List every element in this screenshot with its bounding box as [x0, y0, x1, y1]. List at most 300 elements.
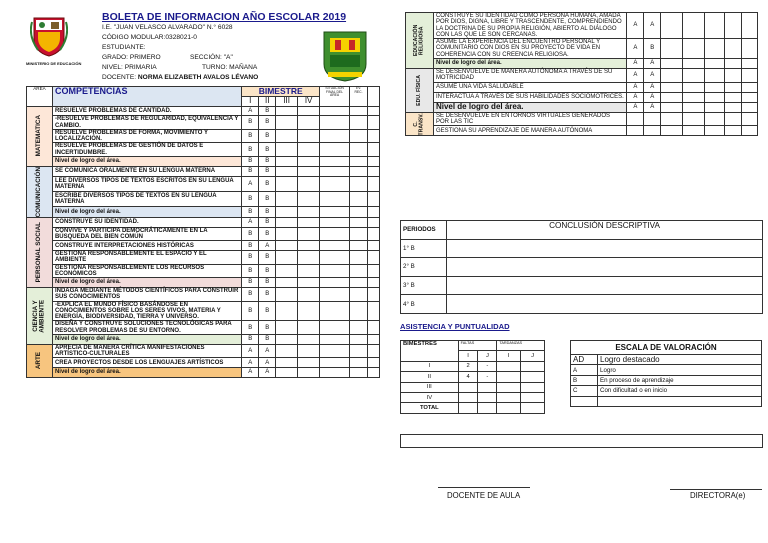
rec-cell[interactable] — [725, 69, 742, 83]
situacion-cell[interactable] — [320, 207, 350, 218]
situacion-cell[interactable] — [320, 166, 350, 177]
competencia-row — [406, 112, 758, 126]
grade-cell[interactable] — [276, 335, 298, 345]
rec-cell[interactable] — [350, 251, 368, 265]
asistencia-bimestre-label: TOTAL — [401, 403, 459, 413]
grade-cell[interactable]: A — [627, 102, 644, 112]
seccion: SECCIÓN: "A" — [190, 54, 233, 61]
situacion-cell[interactable] — [320, 227, 350, 241]
rec-cell[interactable] — [350, 358, 368, 368]
situacion-cell[interactable] — [705, 112, 725, 126]
asistencia-row — [401, 372, 545, 382]
extra-cell — [741, 39, 757, 59]
grade-cell[interactable]: B — [242, 251, 259, 265]
grade-cell[interactable] — [276, 218, 298, 228]
grade-cell[interactable]: A — [242, 368, 259, 378]
escala-row — [571, 355, 762, 365]
grade-cell[interactable] — [298, 157, 320, 167]
extra-cell — [368, 358, 380, 368]
escala-code: A — [571, 365, 598, 375]
asistencia-value-cell[interactable] — [478, 392, 497, 402]
area-name-cell — [406, 112, 434, 136]
competencia-row — [27, 321, 380, 335]
asistencia-value-cell[interactable] — [497, 361, 521, 371]
situacion-cell[interactable] — [320, 106, 350, 116]
grade-cell[interactable] — [644, 126, 661, 136]
rec-cell[interactable] — [725, 112, 742, 126]
nivel: NIVEL: PRIMARIA — [102, 64, 157, 71]
grade-cell[interactable]: A — [627, 92, 644, 102]
rec-cell[interactable] — [350, 278, 368, 288]
situacion-cell[interactable] — [320, 218, 350, 228]
grade-cell[interactable]: B — [259, 116, 276, 130]
conclusion-cell[interactable] — [447, 276, 763, 295]
faltas-j: J — [478, 351, 497, 361]
area-name: C. TRANSV. — [413, 112, 425, 136]
grade-cell[interactable] — [298, 143, 320, 157]
asistencia-value-cell[interactable] — [497, 403, 521, 413]
competencia-row — [406, 39, 758, 59]
grade-cell[interactable] — [298, 218, 320, 228]
grade-cell[interactable]: A — [242, 106, 259, 116]
rec-cell[interactable] — [350, 227, 368, 241]
extra-cell — [368, 264, 380, 278]
situacion-cell[interactable] — [320, 251, 350, 265]
rec-cell[interactable] — [350, 264, 368, 278]
rec-cell[interactable] — [725, 13, 742, 39]
asistencia-value-cell[interactable] — [521, 361, 545, 371]
grade-cell[interactable]: A — [644, 92, 661, 102]
grade-cell[interactable] — [276, 106, 298, 116]
competencia-text: -EXPLICA EL MUNDO FÍSICO BASÁNDOSE EN CONOCIMIENTOS SOBRE LOS SERES VIVOS, MATERIA Y ENERGÍA, BIODIVERSIDAD, TIERRA Y UNIVERSO. — [52, 301, 241, 321]
rec-cell[interactable] — [350, 106, 368, 116]
grade-cell[interactable]: B — [242, 287, 259, 301]
situacion-cell[interactable] — [320, 116, 350, 130]
grade-cell[interactable]: B — [242, 116, 259, 130]
grade-cell[interactable] — [683, 39, 705, 59]
asistencia-bimestre-label: IV — [401, 392, 459, 402]
docente-line — [102, 74, 258, 81]
grade-cell[interactable]: A — [259, 358, 276, 368]
grade-cell[interactable] — [298, 321, 320, 335]
area-name-cell — [27, 344, 53, 377]
faltas-header: FALTAS — [458, 341, 497, 351]
grade-cell[interactable] — [661, 92, 683, 102]
grade-cell[interactable] — [276, 143, 298, 157]
extra-cell — [368, 321, 380, 335]
asistencia-extra-row — [400, 434, 763, 448]
grade-cell[interactable]: A — [627, 69, 644, 83]
grade-cell[interactable]: A — [627, 82, 644, 92]
escala-row — [571, 396, 762, 406]
rec-cell[interactable] — [350, 335, 368, 345]
competencia-text: INDAGA MEDIANTE MÉTODOS CIENTÍFICOS PARA CONSTRUIR SUS CONOCIMIENTOS — [52, 287, 241, 301]
grade-cell[interactable]: A — [644, 69, 661, 83]
asistencia-value-cell[interactable] — [497, 392, 521, 402]
rec-cell[interactable] — [350, 344, 368, 358]
competencia-text: SE DESENVUELVE DE MANERA AUTÓNOMA A TRAVÉS DE SU MOTRICIDAD — [433, 69, 626, 83]
situacion-cell[interactable] — [705, 126, 725, 136]
competencias-header: COMPETENCIAS — [52, 87, 241, 107]
grade-cell[interactable] — [298, 177, 320, 192]
estudiante-label: ESTUDIANTE: — [102, 44, 146, 51]
grade-cell[interactable]: B — [242, 166, 259, 177]
area-name-cell — [406, 13, 434, 69]
extra-cell — [368, 129, 380, 143]
grade-cell[interactable] — [276, 368, 298, 378]
grade-cell[interactable]: B — [242, 143, 259, 157]
grade-cell[interactable] — [298, 106, 320, 116]
grade-cell[interactable] — [683, 69, 705, 83]
situacion-cell[interactable] — [320, 192, 350, 207]
grade-cell[interactable]: A — [627, 39, 644, 59]
grade-cell[interactable]: B — [259, 157, 276, 167]
situacion-cell[interactable] — [320, 344, 350, 358]
situacion-cell[interactable] — [320, 241, 350, 251]
grade-cell[interactable]: A — [259, 241, 276, 251]
conclusion-cell[interactable] — [447, 258, 763, 277]
level-label: Nivel de logro del área. — [52, 207, 241, 218]
grade-cell[interactable]: B — [242, 157, 259, 167]
grade-cell[interactable] — [661, 39, 683, 59]
level-label: Nivel de logro del área. — [52, 278, 241, 288]
situacion-cell[interactable] — [320, 335, 350, 345]
rec-cell[interactable] — [725, 92, 742, 102]
grade-cell[interactable]: B — [242, 227, 259, 241]
grade-cell[interactable] — [298, 264, 320, 278]
grade-cell[interactable]: B — [242, 264, 259, 278]
area-name: CIENCIA Y AMBIENTE — [31, 299, 46, 333]
asistencia-value-cell[interactable]: - — [478, 372, 497, 382]
grade-cell[interactable]: B — [259, 166, 276, 177]
grade-cell[interactable] — [661, 59, 683, 69]
situacion-cell[interactable] — [320, 143, 350, 157]
grade-cell[interactable] — [276, 251, 298, 265]
situacion-cell[interactable] — [705, 39, 725, 59]
grade-cell[interactable]: B — [259, 227, 276, 241]
tardanzas-header: TARDANZAS — [497, 341, 545, 351]
area-level-row — [406, 59, 758, 69]
competencia-text: RESUELVE PROBLEMAS DE FORMA, MOVIMIENTO Y LOCALIZACIÓN. — [52, 129, 241, 143]
grade-cell[interactable]: A — [644, 13, 661, 39]
competencia-row — [27, 251, 380, 265]
grade-cell[interactable]: A — [242, 344, 259, 358]
escala-desc: Logro — [598, 365, 762, 375]
competencia-row — [27, 227, 380, 241]
competencia-row — [27, 192, 380, 207]
asistencia-value-cell[interactable] — [497, 372, 521, 382]
situacion-cell[interactable] — [320, 157, 350, 167]
escala-desc: Con dificultad o en inicio — [598, 386, 762, 396]
report-title: BOLETA DE INFORMACION AÑO ESCOLAR 2019 — [102, 11, 347, 23]
situacion-cell[interactable] — [705, 69, 725, 83]
grade-cell[interactable] — [683, 102, 705, 112]
grade-cell[interactable] — [276, 344, 298, 358]
asistencia-value-cell[interactable] — [478, 382, 497, 392]
grade-cell[interactable] — [298, 129, 320, 143]
grade-cell[interactable] — [661, 112, 683, 126]
rec-cell[interactable] — [350, 368, 368, 378]
grade-cell[interactable] — [661, 126, 683, 136]
extra-cell — [368, 301, 380, 321]
competencia-row — [27, 344, 380, 358]
grade-cell[interactable]: B — [259, 335, 276, 345]
grade-cell[interactable] — [298, 241, 320, 251]
grade-cell[interactable] — [627, 112, 644, 126]
competencia-text: CONSTRUYE SU IDENTIDAD. — [52, 218, 241, 228]
grade-cell[interactable] — [298, 251, 320, 265]
docente-name: NORMA ELIZABETH AVALOS LÉVANO — [137, 74, 259, 81]
competencia-text: ASUME UNA VIDA SALUDABLE — [433, 82, 626, 92]
rec-cell[interactable] — [725, 39, 742, 59]
rec-cell[interactable] — [350, 166, 368, 177]
competencia-text: CONSTRUYE SU IDENTIDAD COMO PERSONA HUMANA, AMADA POR DIOS, DIGNA, LIBRE Y TRASCENDENTE, COMPRENDIENDO LA DOCTRINA DE SU PROPIA RELIGIÓN, ABIERTO AL DIÁLOGO CON LAS QUE LE SON CERCANAS. — [433, 13, 626, 39]
grade-cell[interactable]: B — [259, 129, 276, 143]
conclusion-cell[interactable] — [447, 295, 763, 314]
level-label: Nivel de logro del área. — [52, 368, 241, 378]
competencia-text: GESTIONA RESPONSABLEMENTE LOS RECURSOS ECONÓMICOS — [52, 264, 241, 278]
competencia-row — [406, 69, 758, 83]
grade-cell[interactable] — [661, 82, 683, 92]
bimestre-ii: II — [259, 96, 276, 106]
grade-cell[interactable] — [298, 335, 320, 345]
asistencia-value-cell[interactable]: 4 — [458, 372, 478, 382]
grade-cell[interactable] — [298, 301, 320, 321]
asistencia-value-cell[interactable] — [521, 392, 545, 402]
grade-cell[interactable]: B — [259, 287, 276, 301]
situacion-cell[interactable] — [320, 264, 350, 278]
rec-cell[interactable] — [725, 102, 742, 112]
extra-cell — [368, 344, 380, 358]
grade-cell[interactable] — [298, 278, 320, 288]
grade-cell[interactable] — [276, 301, 298, 321]
rec-cell[interactable] — [350, 301, 368, 321]
situacion-cell[interactable] — [320, 368, 350, 378]
situacion-cell[interactable] — [320, 129, 350, 143]
grade-cell[interactable]: B — [259, 321, 276, 335]
grade-cell[interactable] — [683, 82, 705, 92]
extra-cell — [368, 177, 380, 192]
grade-cell[interactable]: A — [242, 177, 259, 192]
area-name: ARTE — [35, 352, 43, 370]
competencia-row — [406, 126, 758, 136]
asistencia-value-cell[interactable] — [458, 392, 478, 402]
grade-cell[interactable] — [276, 157, 298, 167]
situacion-cell[interactable] — [320, 278, 350, 288]
grade-cell[interactable] — [298, 227, 320, 241]
grade-cell[interactable]: A — [627, 59, 644, 69]
grade-cell[interactable]: B — [242, 241, 259, 251]
competencia-text: RESUELVE PROBLEMAS DE CANTIDAD. — [52, 106, 241, 116]
bimestres-header: BIMESTRES — [401, 341, 459, 362]
escala-valoracion-table — [570, 340, 762, 407]
rec-cell[interactable] — [350, 129, 368, 143]
grade-cell[interactable]: B — [644, 39, 661, 59]
grade-cell[interactable]: A — [644, 82, 661, 92]
rec-cell[interactable] — [350, 218, 368, 228]
area-name-cell — [27, 218, 53, 288]
grade-cell[interactable] — [276, 166, 298, 177]
otras-areas-table — [405, 12, 758, 136]
grade-cell[interactable] — [276, 241, 298, 251]
rec-cell[interactable] — [350, 321, 368, 335]
grade-cell[interactable]: B — [259, 192, 276, 207]
level-label: Nivel de logro del área. — [433, 102, 626, 112]
situacion-cell[interactable] — [320, 177, 350, 192]
ev-rec-header: EV. REC. — [350, 87, 368, 107]
rec-cell[interactable] — [350, 177, 368, 192]
grade-cell[interactable] — [298, 192, 320, 207]
conclusion-header: CONCLUSIÓN DESCRIPTIVA — [447, 221, 763, 240]
asistencia-value-cell[interactable]: 2 — [458, 361, 478, 371]
grade-cell[interactable] — [276, 264, 298, 278]
grade-cell[interactable]: B — [242, 207, 259, 218]
asistencia-value-cell[interactable] — [521, 403, 545, 413]
situacion-cell[interactable] — [320, 287, 350, 301]
asistencia-value-cell[interactable] — [478, 403, 497, 413]
competencia-row — [27, 218, 380, 228]
situacion-cell[interactable] — [320, 321, 350, 335]
grade-cell[interactable]: B — [242, 321, 259, 335]
grade-cell[interactable] — [298, 166, 320, 177]
grade-cell[interactable] — [683, 126, 705, 136]
situacion-cell[interactable] — [705, 82, 725, 92]
grade-cell[interactable]: B — [242, 335, 259, 345]
area-level-row — [27, 278, 380, 288]
asistencia-value-cell[interactable] — [521, 372, 545, 382]
asistencia-table — [400, 340, 545, 414]
grade-cell[interactable] — [276, 129, 298, 143]
conclusion-cell[interactable] — [447, 239, 763, 258]
asistencia-value-cell[interactable] — [458, 403, 478, 413]
grade-cell[interactable]: B — [259, 264, 276, 278]
situacion-cell[interactable] — [320, 301, 350, 321]
grade-cell[interactable] — [298, 287, 320, 301]
turno: TURNO: MAÑANA — [202, 64, 258, 71]
grade-cell[interactable] — [683, 92, 705, 102]
grade-cell[interactable]: B — [259, 301, 276, 321]
grade-cell[interactable]: A — [259, 344, 276, 358]
rec-cell[interactable] — [350, 287, 368, 301]
area-name: MATEMATICA — [35, 115, 43, 157]
escala-row — [571, 386, 762, 396]
grade-cell[interactable] — [276, 116, 298, 130]
grade-cell[interactable]: A — [644, 59, 661, 69]
bimestre-i: I — [242, 96, 259, 106]
grade-cell[interactable]: B — [259, 177, 276, 192]
area-level-row — [27, 335, 380, 345]
grade-cell[interactable]: B — [259, 278, 276, 288]
asistencia-value-cell[interactable] — [458, 382, 478, 392]
grade-cell[interactable] — [683, 112, 705, 126]
grade-cell[interactable] — [683, 13, 705, 39]
grade-cell[interactable]: A — [242, 218, 259, 228]
situacion-cell[interactable] — [705, 59, 725, 69]
grade-cell[interactable] — [627, 126, 644, 136]
grado: GRADO: PRIMERO — [102, 54, 161, 61]
grade-cell[interactable] — [683, 59, 705, 69]
grade-cell[interactable]: B — [259, 143, 276, 157]
tardanzas-j: J — [521, 351, 545, 361]
rec-cell[interactable] — [725, 82, 742, 92]
area-name-cell — [27, 287, 53, 344]
competencia-row — [406, 13, 758, 39]
grade-cell[interactable] — [298, 207, 320, 218]
asistencia-value-cell[interactable]: - — [478, 361, 497, 371]
competencia-text: APRECIA DE MANERA CRÍTICA MANIFESTACIONES ARTÍSTICO-CULTURALES — [52, 344, 241, 358]
escala-row — [571, 365, 762, 375]
periodos-header: PERIODOS — [401, 221, 447, 240]
grade-cell[interactable] — [298, 358, 320, 368]
rec-cell[interactable] — [350, 157, 368, 167]
competencia-row — [27, 166, 380, 177]
rec-cell[interactable] — [350, 241, 368, 251]
rec-cell[interactable] — [350, 143, 368, 157]
grade-cell[interactable] — [276, 321, 298, 335]
grade-cell[interactable]: B — [242, 278, 259, 288]
grade-cell[interactable]: B — [259, 218, 276, 228]
grade-cell[interactable] — [276, 227, 298, 241]
periodo-row-label: 4° B — [401, 295, 447, 314]
extra-cell — [368, 287, 380, 301]
grade-cell[interactable]: B — [259, 207, 276, 218]
grade-cell[interactable] — [276, 177, 298, 192]
extra-cell — [741, 69, 757, 83]
rec-cell[interactable] — [725, 126, 742, 136]
asistencia-value-cell[interactable] — [497, 382, 521, 392]
grade-cell[interactable] — [661, 13, 683, 39]
grade-cell[interactable]: A — [259, 368, 276, 378]
grade-cell[interactable] — [276, 192, 298, 207]
grade-cell[interactable] — [276, 358, 298, 368]
rec-cell[interactable] — [350, 192, 368, 207]
grade-cell[interactable] — [661, 102, 683, 112]
rec-cell[interactable] — [725, 59, 742, 69]
grade-cell[interactable] — [276, 207, 298, 218]
grade-cell[interactable] — [298, 116, 320, 130]
competencia-text: ASUME LA EXPERIENCIA DEL ENCUENTRO PERSONAL Y COMUNITARIO CON DIOS EN SU PROYECTO DE VIDA EN COHERENCIA CON SU CREENCIA RELIGIOSA. — [433, 39, 626, 59]
competencia-row — [27, 116, 380, 130]
grade-cell[interactable] — [298, 368, 320, 378]
grade-cell[interactable] — [276, 287, 298, 301]
grade-cell[interactable]: B — [242, 192, 259, 207]
grade-cell[interactable]: A — [627, 13, 644, 39]
grade-cell[interactable]: B — [242, 129, 259, 143]
grade-cell[interactable]: A — [242, 358, 259, 368]
grade-cell[interactable] — [661, 69, 683, 83]
rec-cell[interactable] — [350, 207, 368, 218]
asistencia-bimestre-label: I — [401, 361, 459, 371]
grade-cell[interactable]: B — [242, 301, 259, 321]
grade-cell[interactable] — [298, 344, 320, 358]
grade-cell[interactable]: A — [644, 102, 661, 112]
level-label: Nivel de logro del área. — [52, 335, 241, 345]
asistencia-value-cell[interactable] — [521, 382, 545, 392]
grade-cell[interactable]: B — [259, 106, 276, 116]
situacion-cell[interactable] — [320, 358, 350, 368]
situacion-cell[interactable] — [705, 92, 725, 102]
grade-cell[interactable] — [644, 112, 661, 126]
escala-code — [571, 396, 598, 406]
ministerio-label: MINISTERIO DE EDUCACIÓN — [26, 61, 82, 66]
rec-cell[interactable] — [350, 116, 368, 130]
situacion-cell[interactable] — [705, 13, 725, 39]
competencia-row — [406, 82, 758, 92]
area-header: ÁREA — [27, 87, 53, 107]
grade-cell[interactable] — [276, 278, 298, 288]
grade-cell[interactable]: B — [259, 251, 276, 265]
situacion-cell[interactable] — [705, 102, 725, 112]
